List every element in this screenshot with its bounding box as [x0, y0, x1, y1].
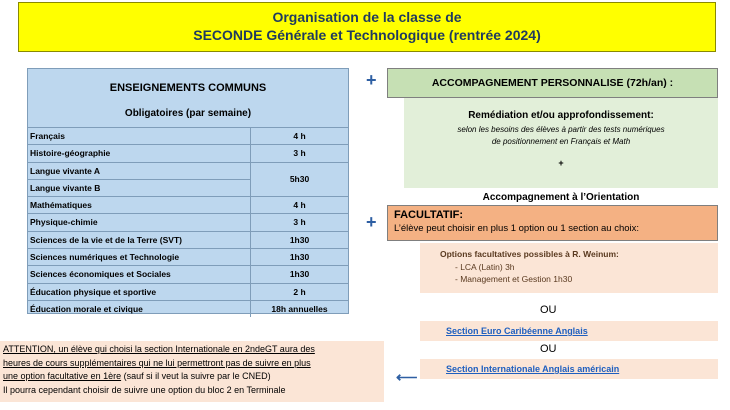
options-title: Options facultatives possibles à R. Weinum: — [440, 249, 619, 259]
subject-rows — [28, 127, 348, 317]
table-row — [28, 127, 348, 144]
title-banner — [18, 2, 716, 52]
table-row — [28, 231, 348, 248]
subject-name: Éducation physique et sportive — [28, 284, 251, 300]
accompagnement-plus: + — [558, 158, 564, 168]
subject-name: Physique-chimie — [28, 214, 251, 230]
attention-line-3: une option facultative en 1ère (sauf si il veut la suivre par le CNED) — [3, 371, 271, 381]
common-subheading: Obligatoires (par semaine) — [124, 108, 252, 119]
attention-line-4: Il pourra cependant choisir de suivre une option du bloc 2 en Terminale — [3, 384, 286, 395]
subject-name: Langue vivante A — [30, 165, 101, 176]
subject-name: Sciences numériques et Technologie — [28, 249, 251, 265]
subject-hours: 2 h — [293, 286, 306, 297]
subject-hours: 4 h — [293, 131, 306, 141]
accompagnement-desc-1: selon les besoins des élèves à partir des tests numériques — [457, 125, 665, 134]
common-teachings-table — [27, 68, 349, 314]
subject-hours: 5h30 — [289, 173, 310, 184]
list-item: - LCA (Latin) 3h — [455, 262, 515, 272]
accompagnement-title: Remédiation et/ou approfondissement: — [468, 110, 654, 121]
plus-icon: + — [366, 70, 377, 90]
section-international-link[interactable]: Section Internationale Anglais américain — [420, 359, 718, 379]
accompagnement-box — [404, 98, 718, 188]
subject-hours: 3 h — [293, 148, 306, 159]
subject-name: Français — [28, 128, 251, 144]
options-box — [420, 243, 718, 293]
subject-hours: 18h annuelles — [271, 303, 328, 314]
table-row-languages — [28, 162, 348, 197]
subject-name: Éducation morale et civique — [28, 301, 251, 317]
plus-icon: + — [366, 212, 377, 232]
attention-line-2: heures de cours supplémentaires qui ne lui permettront pas de suivre en plus — [3, 357, 311, 368]
subject-name: Mathématiques — [28, 197, 251, 213]
table-row — [28, 300, 348, 317]
common-table-header — [28, 69, 348, 127]
subject-name: Sciences de la vie et de la Terre (SVT) — [28, 232, 251, 248]
title-line-1: Organisation de la classe de — [272, 9, 462, 25]
subject-hours: 1h30 — [289, 269, 310, 280]
subject-name: Langue vivante B — [28, 179, 250, 196]
subject-hours: 3 h — [293, 217, 306, 228]
table-row — [28, 248, 348, 265]
attention-line-1: ATTENTION, un élève qui choisi la section Internationale en 2ndeGT aura des — [3, 344, 315, 354]
left-arrow-icon: ⟵ — [396, 369, 418, 386]
subject-hours: 1h30 — [289, 234, 310, 245]
subject-hours: 4 h — [293, 200, 306, 211]
or-label: OU — [540, 343, 557, 355]
facultatif-desc: L’élève peut choisir en plus 1 option ou 1 section au choix: — [394, 223, 640, 234]
accompagnement-desc-2: de positionnement en Français et Math — [491, 137, 631, 146]
facultatif-heading: FACULTATIF: — [394, 209, 464, 221]
table-row — [28, 144, 348, 161]
section-euro-link[interactable]: Section Euro Caribéenne Anglais — [420, 321, 718, 341]
subject-name: Histoire-géographie — [28, 145, 251, 161]
common-heading: ENSEIGNEMENTS COMMUNS — [109, 82, 267, 94]
table-row — [28, 265, 348, 282]
title-line-2: SECONDE Générale et Technologique (rentrée 2024) — [193, 27, 541, 43]
accompagnement-heading: ACCOMPAGNEMENT PERSONNALISE (72h/an) : — [387, 68, 718, 98]
facultatif-header — [387, 205, 718, 241]
table-row — [28, 213, 348, 230]
subject-hours: 1h30 — [289, 252, 310, 263]
or-label: OU — [540, 304, 557, 316]
attention-note — [0, 341, 384, 402]
list-item: - Management et Gestion 1h30 — [455, 274, 573, 284]
table-row — [28, 196, 348, 213]
table-row — [28, 283, 348, 300]
subject-name: Sciences économiques et Sociales — [28, 266, 251, 282]
orientation-label: Accompagnement à l’Orientation — [482, 192, 640, 203]
